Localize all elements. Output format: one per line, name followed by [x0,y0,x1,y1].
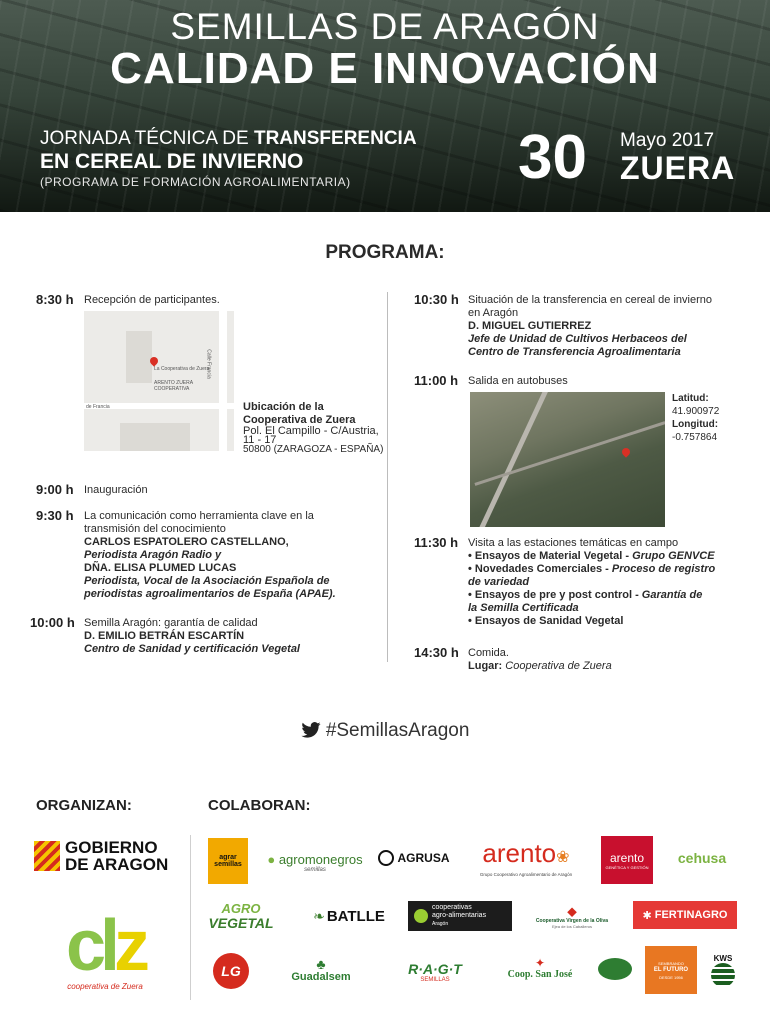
logo-cehusa: cehusa [677,850,727,866]
jornada-line-1: JORNADA TÉCNICA DE TRANSFERENCIA [40,128,417,149]
logo-sembrando-futuro: SEMBRANDO EL FUTURO DESDE 1956 [645,946,697,994]
event-visita: Visita a las estaciones temáticas en campo • Ensayos de Material Vegetal - Grupo GENVCE • Novedades Comerciales - Proceso de registro de variedad • Ensayos de pre y post control - Garantía de la Semilla Certificada • Ensayos de Sanidad Vegetal [468,537,716,627]
map-street-label: de Francia [86,404,110,410]
logo-ragt: R·A·G·T SEMILLAS [408,961,462,983]
batlle-leaf-icon: ❧ [313,907,325,924]
logo-batlle: ❧ BATLLE [313,907,385,925]
hashtag[interactable] [0,720,770,742]
column-divider [387,292,388,662]
header-banner [0,0,770,212]
organizan-label: ORGANIZAN: [36,797,132,814]
time-0830: 8:30 h [36,292,74,307]
time-0930: 9:30 h [36,508,74,523]
event-day: 30 [518,123,587,192]
jornada-line-3: (PROGRAMA DE FORMACIÓN AGROALIMENTARIA) [40,175,351,189]
event-month: Mayo 2017 [620,130,715,151]
logo-cooperativa-zuera: clz cooperativa de Zuera [65,905,145,991]
map-area-label: ARENTO ZUERA COOPERATIVA [154,380,193,392]
san-jose-wheat-icon: ✦ [534,955,546,970]
time-0900: 9:00 h [36,482,74,497]
logo-agrusa: AGRUSA [376,846,452,870]
time-1430: 14:30 h [414,645,459,660]
logo-guadalsem: ♣ Guadalsem [291,956,351,983]
hashtag-text: #SemillasAragon [325,720,470,741]
logo-lg: LG [213,953,249,989]
logo-fertinagro: ✱ FERTINAGRO [633,901,737,929]
time-1000: 10:00 h [30,615,75,630]
address-line-1: Pol. El Campillo - C/Austria, [243,425,379,437]
event-salida: Salida en autobuses [468,375,568,387]
logo-arento-genetica: arento GENÉTICA Y GESTIÓN [601,836,653,884]
time-1100: 11:00 h [414,373,459,388]
logo-agrovegetal: AGRO VEGETAL [208,901,274,931]
coords-block: Latitud: 41.900972 Longitud: -0.757864 [672,393,720,443]
map-road [219,311,227,451]
time-1130: 11:30 h [414,535,459,550]
logo-cooperativas-agroalimentarias: cooperativas agro-alimentarias Aragón [408,901,512,931]
aragon-flag-icon [34,841,60,871]
logo-gobierno-aragon: GOBIERNO DE ARAGON [34,838,179,874]
address-line-2: 11 - 17 [243,434,277,446]
title-line-1: SEMILLAS DE ARAGÓN [170,6,600,47]
sat-road [476,392,548,527]
sat-road [474,421,665,486]
logos-divider [190,835,191,1000]
event-reception: Recepción de participantes. [84,294,220,306]
event-comunicacion: La comunicación como herramienta clave en la transmisión del conocimiento CARLOS ESPATOLERO CASTELLANO, Periodista Aragón Radio y DÑA. ELISA PLUMED LUCAS Periodista, Vocal de la Asociación Española de periodistas agroalimentarios de España (APAE). [84,510,336,600]
logo-kws: KWS [706,948,740,992]
jornada-line-2: EN CEREAL DE INVIERNO [40,150,304,173]
virgen-oliva-icon: ⬥ [567,902,577,919]
agrusa-globe-icon [378,850,394,866]
satellite-map[interactable] [470,392,665,527]
title-line-2: CALIDAD E INNOVACIÓN [110,44,660,93]
logo-arento: arento❀ Grupo Cooperativo Agroalimentario de Aragón [479,838,573,877]
map-place-label: La Cooperativa de Zuera [154,366,210,372]
logo-agromonegros: ● agromonegros semillas [267,851,363,873]
guadalsem-leaf-icon: ♣ [316,956,326,972]
fertinagro-flower-icon: ✱ [642,909,652,922]
map-building [120,423,190,451]
logo-agrar: agrar semillas [208,838,248,884]
programa-title: PROGRAMA: [325,242,445,263]
event-inauguracion: Inauguración [84,484,148,496]
logo-virgen-oliva: ⬥ Cooperativa Virgen de la Oliva Ejea de los Caballeros [535,902,609,929]
event-city: ZUERA [620,150,736,186]
address-line-3: 50800 (ZARAGOZA - ESPAÑA) [243,444,384,455]
coop-circle-icon [414,909,428,923]
logo-green-emblem [598,958,632,980]
map-street-label: Calle Francia [205,349,212,379]
map-building [126,331,152,383]
colaboran-label: COLABORAN: [208,797,311,814]
location-map[interactable] [84,311,234,451]
time-1030: 10:30 h [414,292,459,307]
event-comida: Comida. Lugar: Cooperativa de Zuera [468,647,612,672]
twitter-bird-icon [301,722,321,738]
map-pin-icon [620,446,631,457]
event-situacion: Situación de la transferencia en cereal de invierno en Aragón D. MIGUEL GUTIERREZ Jefe de Unidad de Cultivos Herbaceos del Centro de Transferencia Agroalimentaria [468,294,712,358]
kws-emblem-icon [711,963,735,987]
logo-coop-san-jose: ✦ Coop. San José [507,955,573,980]
address-title: Ubicación de la Cooperativa de Zuera [243,401,356,426]
event-semilla: Semilla Aragón: garantía de calidad D. EMILIO BETRÁN ESCARTÍN Centro de Sanidad y certificación Vegetal [84,617,300,655]
